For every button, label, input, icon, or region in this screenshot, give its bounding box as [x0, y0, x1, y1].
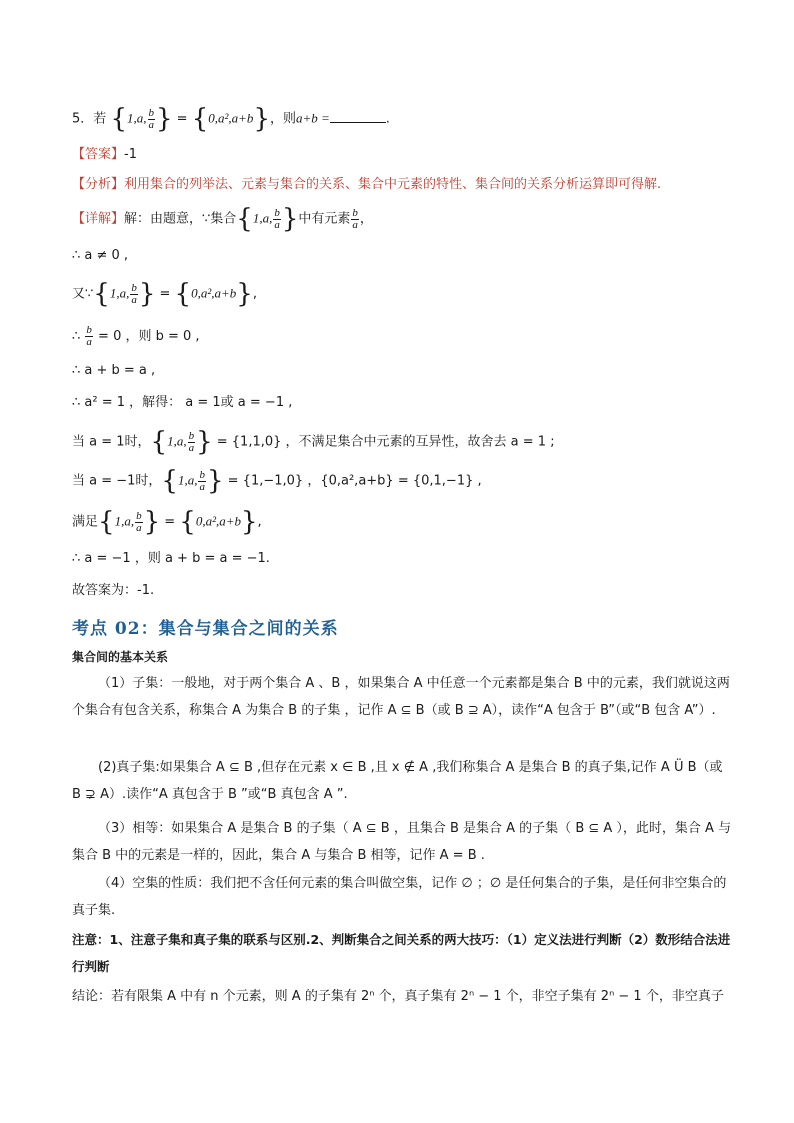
paragraph-empty-set: （4）空集的性质：我们把不含任何元素的集合叫做空集，记作 ∅ ；∅ 是任何集合的子集，是任何非空集合的真子集.	[72, 876, 727, 918]
detail-conclusion: 故答案为：-1.	[72, 583, 155, 598]
analysis-line	[72, 176, 661, 194]
answer-blank	[330, 110, 386, 123]
detail-intro: 【详解】解：由题意，∵集合{1,a, $\frac{b}{a}$ }中有元素 $\frac{b}{a}$ ，	[72, 204, 373, 234]
detail-step-3: ∴ $\frac{b}{a}$ = 0 ，则 b = 0 ,	[72, 324, 200, 348]
detail-step-6: 当 a = 1时，{1,a, $\frac{b}{a}$ } = {1,1,0} ，不满足集合中元素的互异性，故舍去 a = 1 ;	[72, 427, 555, 457]
paragraph-proper-subset: (2)真子集:如果集合 A ⊆ B ,但存在元素 x ∈ B ,且 x ∉ A ,我们称集合 A 是集合 B 的真子集,记作 A Ü B（或 B ⊋ A）.读作“A 真包含于 B ”或“B 真包含 A ”.	[72, 760, 723, 802]
answer-value: -1	[124, 147, 137, 162]
answer-line	[72, 146, 137, 164]
problem-number: 5	[72, 111, 81, 127]
detail-step-9: ∴ a = −1 ，则 a + b = a = −1.	[72, 551, 270, 566]
paragraph-subset: （1）子集：一般地，对于两个集合 A 、B ，如果集合 A 中任意一个元素都是集合 B 中的元素，我们就说这两个集合有包含关系，称集合 A 为集合 B 的子集 ，记作 A ⊆ B（或 B ⊇ A），读作“A 包含于 B”（或“B 包含 A”）.	[72, 676, 730, 718]
analysis-text: 利用集合的列举法、元素与集合的关系、集合中元素的特性、集合间的关系分析运算即可得解.	[124, 177, 662, 192]
detail-step-7: 当 a = −1时，{1,a, $\frac{b}{a}$ } = {1,−1,0} ，{0,a²,a+b} = {0,1,−1} ,	[72, 466, 482, 496]
detail-step-5: ∴ a² = 1 ，解得： a = 1或 a = −1 ,	[72, 395, 293, 410]
analysis-label: 【分析】	[72, 177, 125, 192]
fraction: $\frac{b}{a}$	[148, 106, 154, 131]
paragraph-equal: （3）相等：如果集合 A 是集合 B 的子集（ A ⊆ B ，且集合 B 是集合 A 的子集（ B ⊆ A ），此时，集合 A 与集合 B 中的元素是一样的，因此，集合 A 与集合 B 相等，记作 A = B .	[72, 821, 732, 863]
detail-step-4: ∴ a + b = a ,	[72, 363, 156, 378]
section-subheading: 集合间的基本关系	[72, 650, 169, 664]
problem-if: 若	[93, 111, 107, 127]
detail-step-8: 满足{1,a, $\frac{b}{a}$ } = {0,a²,a+b},	[72, 507, 262, 537]
conclusion-line: 结论：若有限集 A 中有 n 个元素，则 A 的子集有 2ⁿ 个，真子集有 2ⁿ − 1 个，非空子集有 2ⁿ − 1 个，非空真子	[72, 989, 724, 1004]
detail-step-2: 又∵{1,a, $\frac{b}{a}$ } = {0,a²,a+b},	[72, 279, 257, 309]
problem-line: 5．若 {1,a, $\frac{b}{a}$ } = {0,a²,a+b}，则a+b = .	[72, 104, 390, 134]
section-heading: 考点 02：集合与集合之间的关系	[72, 619, 339, 639]
note-paragraph: 注意：1、注意子集和真子集的联系与区别.2、判断集合之间关系的两大技巧：（1）定义法进行判断（2）数形结合法进行判断	[72, 932, 731, 974]
answer-label: 【答案】	[72, 147, 125, 162]
detail-step-1: ∴ a ≠ 0 ,	[72, 248, 129, 263]
detail-label: 【详解】	[72, 211, 125, 227]
